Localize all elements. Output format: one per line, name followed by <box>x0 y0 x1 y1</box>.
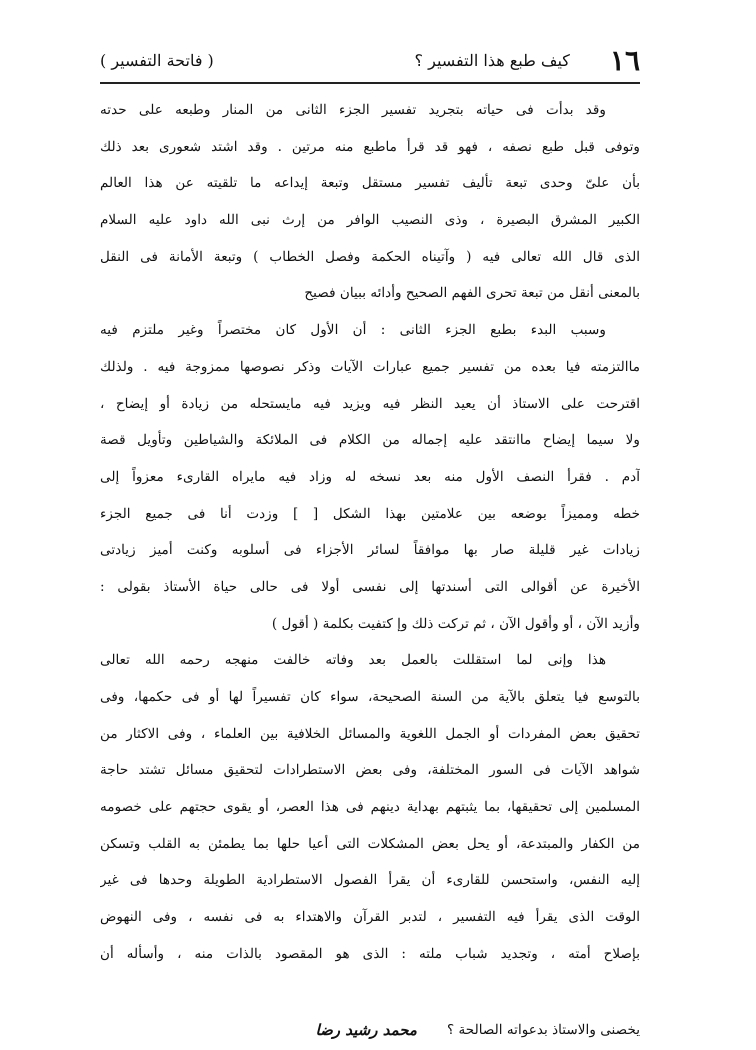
closing-text: يخصنى والاستاذ بدعواته الصالحة ؟ <box>446 1022 640 1038</box>
body-text <box>100 92 640 973</box>
text-line: بأن علىّ وحدى تبعة تأليف تفسير مستقل وتبعة إيداعه ما تلقيته عن هذا العالم <box>100 175 640 192</box>
text-line: زيادات غير قليلة صار بها موافقاً لسائر الأجزاء فى أسلوبه وكنت أميز زيادتى <box>100 542 640 559</box>
text-line: هذا وإنى لما استقللت بالعمل بعد وفاته خالفت منهجه رحمه الله تعالى <box>100 652 606 669</box>
text-line: اقترحت على الاستاذ أن يعيد النظر فيه ويزيد فيه مايستحله من زيادة أو إيضاح ، <box>100 395 640 412</box>
text-line: ماالتزمته فيا بعده من تفسير جميع عبارات الآيات وذكر نصوصها ممزوجة فيه . ولذلك <box>100 358 640 375</box>
page-header <box>100 38 640 82</box>
paragraph-1 <box>100 92 640 312</box>
text-line: بالمعنى أنقل من تبعة تحرى الفهم الصحيح وأدائه ببيان فصيح <box>304 285 640 302</box>
text-line: شواهد الآيات فى السور المختلفة، وفى بعض الاستطرادات لتحقيق مسائل تشتد حاجة <box>100 762 640 779</box>
text-line: ولا سيما إيضاح ماانتقد عليه إجماله من الكلام فى الملائكة والشياطين وتأويل قصة <box>100 432 640 449</box>
closing-row <box>100 1015 640 1045</box>
header-rule <box>100 82 640 84</box>
text-line: الوقت الذى يقرأ فيه التفسير ، لتدبر القرآن والاهتداء به فى نفسه ، وفى النهوض <box>100 909 640 926</box>
chapter-title: ( فاتحة التفسير ) <box>100 50 214 70</box>
running-title: كيف طبع هذا التفسير ؟ <box>414 50 570 70</box>
text-line: خطه ومميزاً بوضعه بين علامتين بهذا الشكل [ ] وزدت أنا فى جميع الجزء <box>100 505 640 522</box>
paragraph-2 <box>100 312 640 642</box>
page-number: ١٦ <box>609 43 640 77</box>
text-line: المسلمين إلى تحقيقها، بما يثبتهم بهداية دينهم فى هذا العصر، أو يقوى حجتهم على خصومه <box>100 799 640 816</box>
text-line: الكبير المشرق البصيرة ، وذى النصيب الوافر من إرث نبى الله داود عليه السلام <box>100 212 640 229</box>
text-line: من الكفار والمبتدعة، أو يحل بعض المشكلات التى أعيا حلها بما يطمئن به القلب وتسكن <box>100 835 640 852</box>
text-line: وتوفى قبل طبع نصفه ، فهو قد قرأ ماطبع منه مرتين . وقد اشتد شعورى بعد ذلك <box>100 138 640 155</box>
text-line: الذى قال الله تعالى فيه ( وآتيناه الحكمة وفصل الخطاب ) وتبعة الأمانة فى النقل <box>100 248 640 265</box>
paragraph-3 <box>100 642 640 972</box>
text-line: بالتوسع فيا يتعلق بالآية من السنة الصحيحة، سواء كان تفسيراً لها أو فى حكمها، وفى <box>100 689 640 705</box>
text-line: وقد بدأت فى حياته بتجريد تفسير الجزء الثانى من المنار وطبعه على حدته <box>100 102 606 118</box>
text-line: وسبب البدء بطبع الجزء الثانى : أن الأول كان مختصراً وغير ملتزم فيه <box>100 322 606 339</box>
text-line: إليه النفس، واستحسن للقارىء أن يقرأ الفصول الاستطرادية الطويلة وحدها فى غير <box>100 872 640 889</box>
text-line: تحقيق بعض المفردات أو الجمل اللغوية والمسائل الخلافية بين العلماء ، وفى الاكثار من <box>100 725 640 742</box>
text-line: بإصلاح أمته ، وتجديد شباب ملته : الذى هو المقصود بالذات منه ، وأسأله أن <box>100 945 640 962</box>
text-line: الأخيرة عن أقوالى التى أسندتها إلى نفسى أولا فى حالى حياة الأستاذ بقولى : <box>100 578 640 595</box>
text-line: وأزيد الآن ، أو وأقول الآن ، ثم تركت ذلك وإ كتفيت بكلمة ( أقول ) <box>271 615 640 632</box>
author-signature: محمد رشيد رضا <box>315 1021 417 1039</box>
text-line: آدم . فقرأ النصف الأول منه بعد نسخه له وزاد فيه مايراه القارىء معزواً إلى <box>100 468 640 485</box>
